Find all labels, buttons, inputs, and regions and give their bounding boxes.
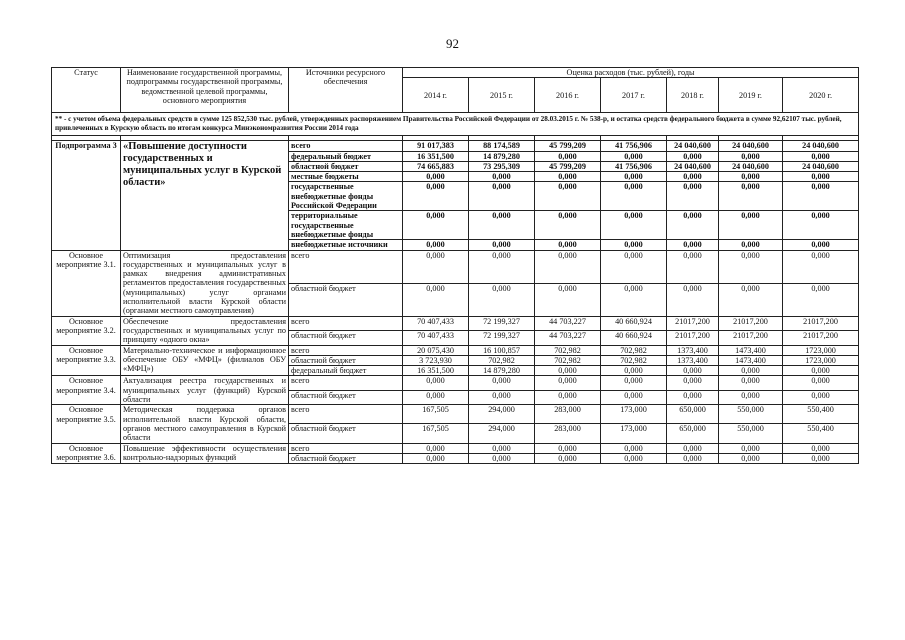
table-row bbox=[52, 443, 859, 453]
row-value: 0,000 bbox=[667, 250, 719, 283]
row-value: 40 660,924 bbox=[601, 316, 667, 330]
row-value: 0,000 bbox=[469, 172, 535, 182]
row-value: 45 799,209 bbox=[535, 141, 601, 151]
row-value: 1373,400 bbox=[667, 345, 719, 355]
row-source: областной бюджет bbox=[289, 331, 403, 345]
row-value: 0,000 bbox=[719, 443, 783, 453]
table-row bbox=[52, 405, 859, 424]
row-value: 0,000 bbox=[403, 283, 469, 316]
row-value: 0,000 bbox=[535, 172, 601, 182]
row-value: 1473,400 bbox=[719, 355, 783, 365]
row-value: 0,000 bbox=[783, 240, 859, 250]
row-value: 283,000 bbox=[535, 405, 601, 424]
row-source: федеральный бюджет bbox=[289, 366, 403, 376]
row-value: 24 040,600 bbox=[783, 161, 859, 171]
row-value: 21017,200 bbox=[667, 331, 719, 345]
row-value: 0,000 bbox=[719, 283, 783, 316]
table-row bbox=[52, 141, 859, 151]
row-value: 0,000 bbox=[535, 240, 601, 250]
row-source: государственные внебюджетные фонды Российской Федерации bbox=[289, 182, 403, 211]
row-value: 550,400 bbox=[783, 424, 859, 443]
row-source: всего bbox=[289, 345, 403, 355]
header-sources: Источники ресурсного обеспечения bbox=[289, 68, 403, 113]
row-source: всего bbox=[289, 376, 403, 390]
row-name: Повышение эффективности осуществления контрольно-надзорных функций bbox=[121, 443, 289, 464]
row-value: 0,000 bbox=[601, 376, 667, 390]
row-value: 0,000 bbox=[719, 390, 783, 404]
row-value: 0,000 bbox=[601, 172, 667, 182]
row-source: областной бюджет bbox=[289, 453, 403, 463]
table-row bbox=[52, 316, 859, 330]
row-value: 0,000 bbox=[783, 366, 859, 376]
row-value: 702,982 bbox=[535, 345, 601, 355]
row-value: 0,000 bbox=[719, 182, 783, 211]
row-value: 72 199,327 bbox=[469, 331, 535, 345]
row-value: 0,000 bbox=[719, 366, 783, 376]
row-value: 0,000 bbox=[601, 366, 667, 376]
row-value: 1373,400 bbox=[667, 355, 719, 365]
row-value: 0,000 bbox=[601, 443, 667, 453]
row-value: 0,000 bbox=[783, 443, 859, 453]
row-value: 16 100,857 bbox=[469, 345, 535, 355]
row-value: 72 199,327 bbox=[469, 316, 535, 330]
row-value: 702,982 bbox=[469, 355, 535, 365]
row-value: 0,000 bbox=[783, 211, 859, 240]
header-year: 2018 г. bbox=[667, 78, 719, 113]
row-value: 24 040,600 bbox=[667, 161, 719, 171]
row-value: 0,000 bbox=[535, 443, 601, 453]
header-year: 2019 г. bbox=[719, 78, 783, 113]
row-source: всего bbox=[289, 405, 403, 424]
header-year: 2017 г. bbox=[601, 78, 667, 113]
row-name: Обеспечение предоставления государственных и муниципальных услуг по принципу «одного окна» bbox=[121, 316, 289, 345]
row-value: 0,000 bbox=[403, 443, 469, 453]
footnote: ** - с учетом объема федеральных средств в сумме 125 852,530 тыс. рублей, утвержденных распоряжением Правительства Российской Федерации от 28.03.2015 г. № 538-р, и остатка средств федерального бюджета в сумме 92,62107 тыс. рублей, привлеченных в Курскую область по итогам конкурса Минэкономразвития России 2014 года bbox=[52, 113, 859, 136]
table-row bbox=[52, 250, 859, 283]
row-source: федеральный бюджет bbox=[289, 151, 403, 161]
header-status: Статус bbox=[52, 68, 121, 113]
row-value: 14 879,280 bbox=[469, 366, 535, 376]
row-status: Основное мероприятие 3.3. bbox=[52, 345, 121, 376]
row-name: Оптимизация предоставления государственных и муниципальных услуг в рамках внедрения административных регламентов предоставления государственных (муниципальных) услуг органами исполнительной власти Курской области (органами местного самоуправления) bbox=[121, 250, 289, 316]
header-year: 2014 г. bbox=[403, 78, 469, 113]
row-value: 0,000 bbox=[469, 283, 535, 316]
row-value: 0,000 bbox=[667, 182, 719, 211]
row-value: 21017,200 bbox=[783, 316, 859, 330]
row-value: 24 040,600 bbox=[719, 141, 783, 151]
row-value: 0,000 bbox=[601, 250, 667, 283]
row-source: местные бюджеты bbox=[289, 172, 403, 182]
row-value: 0,000 bbox=[469, 182, 535, 211]
row-value: 1723,000 bbox=[783, 355, 859, 365]
row-value: 21017,200 bbox=[719, 316, 783, 330]
row-value: 0,000 bbox=[535, 151, 601, 161]
row-value: 73 295,309 bbox=[469, 161, 535, 171]
row-value: 167,505 bbox=[403, 424, 469, 443]
row-value: 0,000 bbox=[469, 390, 535, 404]
header-estimate: Оценка расходов (тыс. рублей), годы bbox=[403, 68, 859, 78]
row-value: 1723,000 bbox=[783, 345, 859, 355]
row-value: 0,000 bbox=[535, 283, 601, 316]
expenditure-table bbox=[51, 67, 859, 464]
header-year: 2020 г. bbox=[783, 78, 859, 113]
row-value: 45 799,209 bbox=[535, 161, 601, 171]
row-source: всего bbox=[289, 316, 403, 330]
row-value: 16 351,500 bbox=[403, 151, 469, 161]
row-value: 0,000 bbox=[535, 250, 601, 283]
table-row bbox=[52, 376, 859, 390]
row-value: 21017,200 bbox=[783, 331, 859, 345]
row-name: Методическая поддержка органов исполнительной власти Курской области, органов местного самоуправления в Курской области bbox=[121, 405, 289, 443]
row-value: 702,982 bbox=[535, 355, 601, 365]
row-value: 550,400 bbox=[783, 405, 859, 424]
row-status: Основное мероприятие 3.4. bbox=[52, 376, 121, 405]
row-value: 294,000 bbox=[469, 405, 535, 424]
row-value: 0,000 bbox=[719, 172, 783, 182]
table-row bbox=[52, 345, 859, 355]
row-name: Актуализация реестра государственных и муниципальных услуг (функций) Курской области bbox=[121, 376, 289, 405]
row-value: 70 407,433 bbox=[403, 331, 469, 345]
row-value: 0,000 bbox=[535, 390, 601, 404]
row-value: 0,000 bbox=[535, 211, 601, 240]
row-value: 702,982 bbox=[601, 345, 667, 355]
row-value: 0,000 bbox=[719, 240, 783, 250]
row-value: 550,000 bbox=[719, 405, 783, 424]
row-value: 0,000 bbox=[719, 211, 783, 240]
row-value: 294,000 bbox=[469, 424, 535, 443]
row-value: 20 075,430 bbox=[403, 345, 469, 355]
row-value: 0,000 bbox=[719, 151, 783, 161]
row-value: 0,000 bbox=[403, 250, 469, 283]
row-value: 0,000 bbox=[535, 453, 601, 463]
row-value: 40 660,924 bbox=[601, 331, 667, 345]
row-value: 0,000 bbox=[783, 283, 859, 316]
row-value: 3 723,930 bbox=[403, 355, 469, 365]
row-value: 0,000 bbox=[535, 182, 601, 211]
row-value: 0,000 bbox=[783, 151, 859, 161]
row-value: 21017,200 bbox=[719, 331, 783, 345]
row-value: 0,000 bbox=[403, 390, 469, 404]
row-value: 0,000 bbox=[667, 443, 719, 453]
row-value: 0,000 bbox=[601, 211, 667, 240]
row-status: Основное мероприятие 3.6. bbox=[52, 443, 121, 464]
row-value: 14 879,280 bbox=[469, 151, 535, 161]
row-value: 0,000 bbox=[535, 366, 601, 376]
row-value: 550,000 bbox=[719, 424, 783, 443]
row-value: 0,000 bbox=[535, 376, 601, 390]
row-value: 24 040,600 bbox=[719, 161, 783, 171]
row-value: 0,000 bbox=[667, 283, 719, 316]
row-value: 0,000 bbox=[601, 182, 667, 211]
row-value: 21017,200 bbox=[667, 316, 719, 330]
row-value: 0,000 bbox=[469, 443, 535, 453]
header-year: 2015 г. bbox=[469, 78, 535, 113]
row-value: 70 407,433 bbox=[403, 316, 469, 330]
row-value: 24 040,600 bbox=[667, 141, 719, 151]
row-value: 41 756,906 bbox=[601, 161, 667, 171]
row-value: 0,000 bbox=[469, 211, 535, 240]
row-value: 0,000 bbox=[783, 172, 859, 182]
row-source: областной бюджет bbox=[289, 283, 403, 316]
row-status: Основное мероприятие 3.5. bbox=[52, 405, 121, 443]
row-value: 0,000 bbox=[469, 376, 535, 390]
row-source: территориальные государственные внебюджетные фонды bbox=[289, 211, 403, 240]
row-status: Основное мероприятие 3.1. bbox=[52, 250, 121, 316]
row-value: 0,000 bbox=[783, 376, 859, 390]
row-value: 24 040,600 bbox=[783, 141, 859, 151]
row-source: областной бюджет bbox=[289, 355, 403, 365]
row-value: 0,000 bbox=[601, 390, 667, 404]
row-value: 0,000 bbox=[403, 376, 469, 390]
header-year: 2016 г. bbox=[535, 78, 601, 113]
row-value: 0,000 bbox=[667, 151, 719, 161]
row-value: 0,000 bbox=[601, 151, 667, 161]
row-value: 0,000 bbox=[403, 240, 469, 250]
row-value: 0,000 bbox=[469, 250, 535, 283]
row-value: 44 703,227 bbox=[535, 316, 601, 330]
row-value: 167,505 bbox=[403, 405, 469, 424]
row-value: 0,000 bbox=[667, 376, 719, 390]
header-name: Наименование государственной программы, подпрограммы государственной программы, ведомственной целевой программы, основного мероприятия bbox=[121, 68, 289, 113]
row-value: 44 703,227 bbox=[535, 331, 601, 345]
table-header bbox=[52, 68, 859, 113]
row-value: 0,000 bbox=[601, 240, 667, 250]
row-source: всего bbox=[289, 141, 403, 151]
row-source: всего bbox=[289, 443, 403, 453]
row-value: 0,000 bbox=[667, 211, 719, 240]
row-value: 0,000 bbox=[667, 366, 719, 376]
row-name: «Повышение доступности государственных и муниципальных услуг в Курской области» bbox=[121, 141, 289, 250]
page-number: 92 bbox=[446, 36, 459, 51]
row-value: 0,000 bbox=[667, 240, 719, 250]
row-value: 0,000 bbox=[469, 240, 535, 250]
row-value: 1473,400 bbox=[719, 345, 783, 355]
row-value: 74 665,883 bbox=[403, 161, 469, 171]
row-value: 91 017,383 bbox=[403, 141, 469, 151]
row-value: 88 174,589 bbox=[469, 141, 535, 151]
row-name: Материально-техническое и информационное обеспечение ОБУ «МФЦ» (филиалов ОБУ «МФЦ») bbox=[121, 345, 289, 376]
row-value: 0,000 bbox=[469, 453, 535, 463]
row-value: 0,000 bbox=[783, 390, 859, 404]
row-value: 650,000 bbox=[667, 405, 719, 424]
row-status: Основное мероприятие 3.2. bbox=[52, 316, 121, 345]
table-body bbox=[52, 113, 859, 464]
row-value: 0,000 bbox=[403, 211, 469, 240]
row-value: 0,000 bbox=[403, 182, 469, 211]
row-value: 0,000 bbox=[783, 182, 859, 211]
row-value: 173,000 bbox=[601, 424, 667, 443]
row-value: 650,000 bbox=[667, 424, 719, 443]
row-source: внебюджетные источники bbox=[289, 240, 403, 250]
row-source: областной бюджет bbox=[289, 424, 403, 443]
row-value: 702,982 bbox=[601, 355, 667, 365]
row-value: 0,000 bbox=[667, 390, 719, 404]
row-value: 41 756,906 bbox=[601, 141, 667, 151]
row-value: 0,000 bbox=[719, 250, 783, 283]
row-value: 0,000 bbox=[667, 172, 719, 182]
row-source: областной бюджет bbox=[289, 161, 403, 171]
row-value: 16 351,500 bbox=[403, 366, 469, 376]
row-value: 0,000 bbox=[719, 453, 783, 463]
row-value: 0,000 bbox=[719, 376, 783, 390]
row-value: 0,000 bbox=[403, 453, 469, 463]
row-value: 0,000 bbox=[601, 453, 667, 463]
row-source: всего bbox=[289, 250, 403, 283]
row-value: 283,000 bbox=[535, 424, 601, 443]
row-value: 0,000 bbox=[783, 453, 859, 463]
row-value: 0,000 bbox=[601, 283, 667, 316]
row-value: 173,000 bbox=[601, 405, 667, 424]
row-status: Подпрограмма 3 bbox=[52, 141, 121, 250]
row-source: областной бюджет bbox=[289, 390, 403, 404]
row-value: 0,000 bbox=[667, 453, 719, 463]
row-value: 0,000 bbox=[783, 250, 859, 283]
row-value: 0,000 bbox=[403, 172, 469, 182]
